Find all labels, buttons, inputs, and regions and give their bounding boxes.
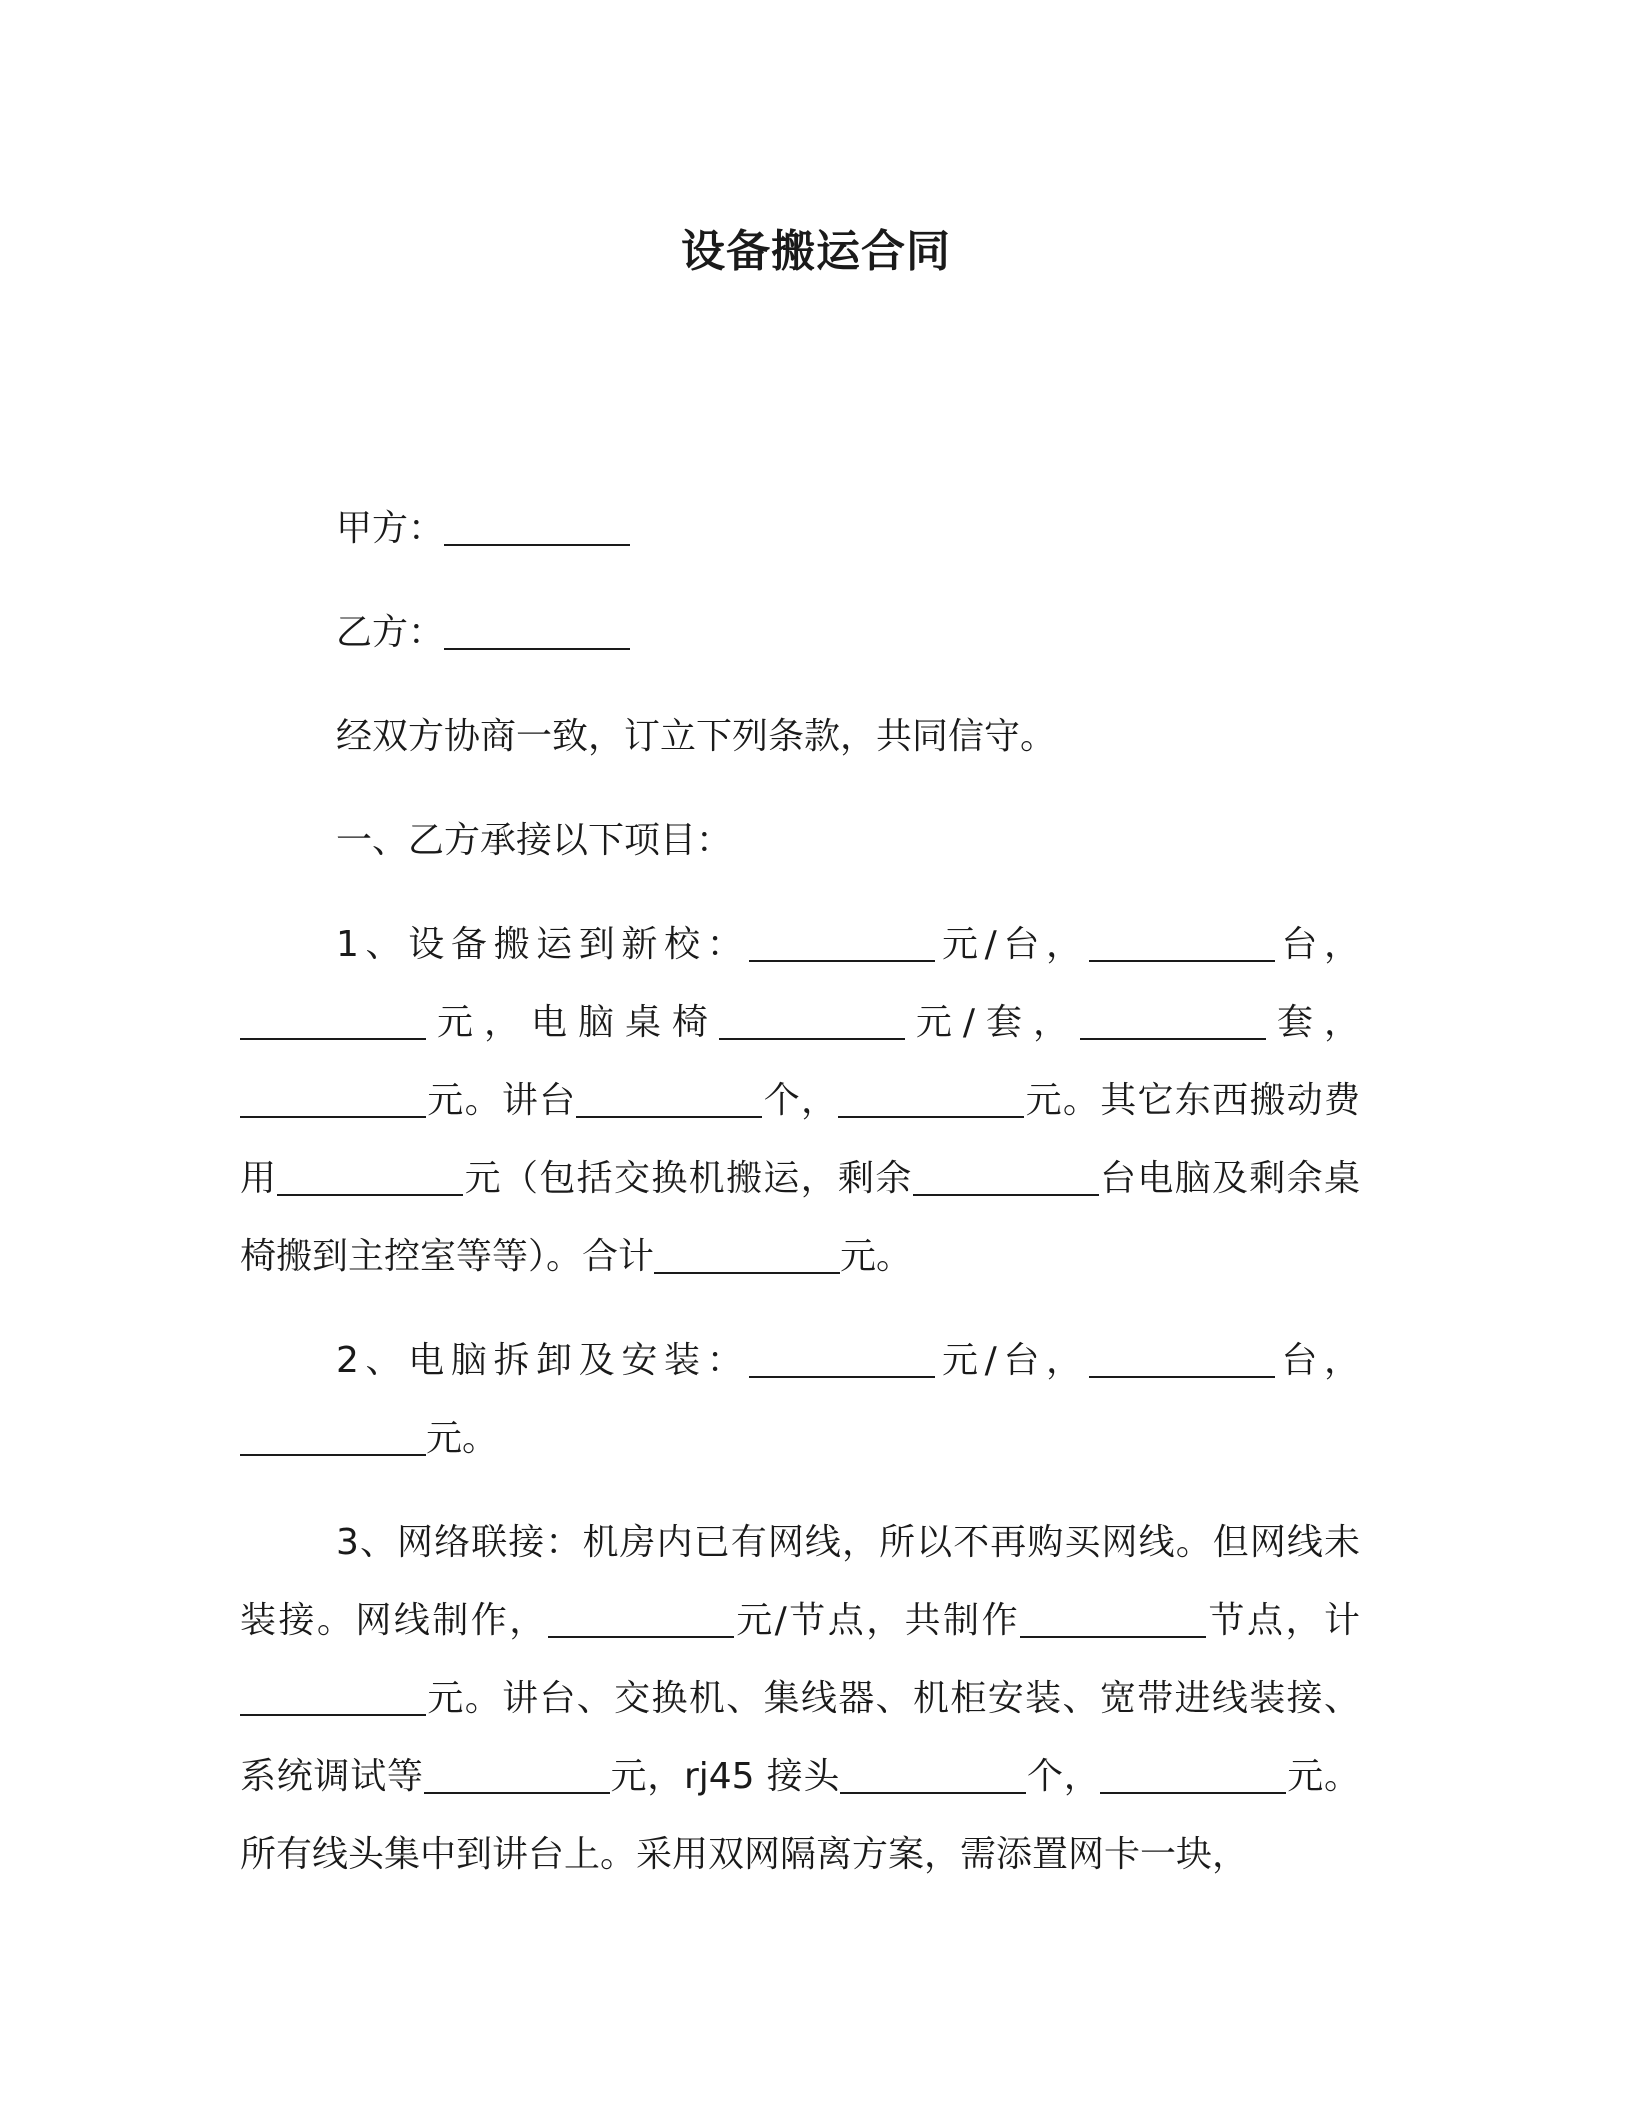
fill-blank[interactable]	[1020, 1602, 1206, 1638]
fill-blank[interactable]	[576, 1082, 762, 1118]
item-1-text: 元/台，	[935, 924, 1089, 965]
item-1-text: 台，	[1274, 924, 1360, 965]
fill-blank[interactable]	[749, 1342, 935, 1378]
fill-blank[interactable]	[240, 1004, 426, 1040]
fill-blank[interactable]	[1089, 926, 1275, 962]
item-2-text: 元。	[426, 1418, 499, 1459]
fill-blank[interactable]	[1100, 1758, 1286, 1794]
fill-blank[interactable]	[1080, 1004, 1266, 1040]
item-3-text: 节点，计	[1206, 1600, 1360, 1641]
item-1-text: 元。其它东西搬动费用	[240, 1080, 1360, 1199]
item-3-text: 元/节点，共制作	[733, 1600, 1021, 1641]
fill-blank[interactable]	[277, 1160, 463, 1196]
section-one-heading: 一、乙方承接以下项目：	[336, 820, 733, 861]
fill-blank[interactable]	[913, 1160, 1099, 1196]
item-2-text: 元/台，	[935, 1340, 1089, 1381]
intro-paragraph: 经双方协商一致，订立下列条款，共同信守。	[336, 716, 1057, 757]
item-1-text: 1、设备搬运到新校：	[336, 924, 750, 965]
fill-blank[interactable]	[240, 1420, 426, 1456]
item-3-text: 元。所有线头集中到讲台上。采用双网隔离方案，需添置网卡一块，	[240, 1756, 1360, 1875]
fill-blank[interactable]	[719, 1004, 905, 1040]
item-2-paragraph	[240, 1322, 1360, 1478]
fill-blank[interactable]	[240, 1082, 426, 1118]
fill-blank[interactable]	[840, 1758, 1026, 1794]
item-1-text: 元（包括交换机搬运，剩余	[463, 1158, 913, 1199]
party-b-line	[240, 594, 1360, 672]
fill-blank[interactable]	[749, 926, 935, 962]
item-1-text: 元，电脑桌椅	[426, 1002, 719, 1043]
item-1-text: 元。讲台	[426, 1080, 577, 1121]
fill-blank[interactable]	[1089, 1342, 1275, 1378]
fill-blank[interactable]	[424, 1758, 610, 1794]
fill-blank[interactable]	[548, 1602, 734, 1638]
fill-blank[interactable]	[838, 1082, 1024, 1118]
fill-blank[interactable]	[240, 1680, 426, 1716]
item-3-text: 元，rj45 接头	[609, 1756, 841, 1797]
item-1-paragraph	[240, 906, 1360, 1296]
document-body	[240, 490, 1360, 1920]
party-b-label: 乙方：	[336, 612, 445, 653]
document-title: 设备搬运合同	[681, 226, 951, 277]
party-b-blank[interactable]	[444, 614, 630, 650]
item-1-text: 套，	[1266, 1002, 1360, 1043]
item-1-text: 元/套，	[904, 1002, 1080, 1043]
party-a-label: 甲方：	[336, 508, 445, 549]
party-a-blank[interactable]	[444, 510, 630, 546]
fill-blank[interactable]	[654, 1238, 840, 1274]
item-3-text: 元。讲台、交换机、集线器、机柜安装、宽带进线装接、系统调试等	[240, 1678, 1360, 1797]
item-1-text: 元。	[840, 1236, 913, 1277]
item-1-text: 个，	[762, 1080, 839, 1121]
item-2-text: 2、电脑拆卸及安装：	[336, 1340, 750, 1381]
item-2-text: 台，	[1274, 1340, 1360, 1381]
item-1-text: 台电脑及剩余桌椅搬到主控室等等）。合计	[240, 1158, 1360, 1277]
party-a-line	[240, 490, 1360, 568]
item-3-text: 个，	[1026, 1756, 1101, 1797]
item-3-paragraph	[240, 1504, 1360, 1894]
item-3-text: 3、网络联接：机房内已有网线，所以不再购买网线。但网线未装接。网线制作，	[240, 1522, 1360, 1641]
